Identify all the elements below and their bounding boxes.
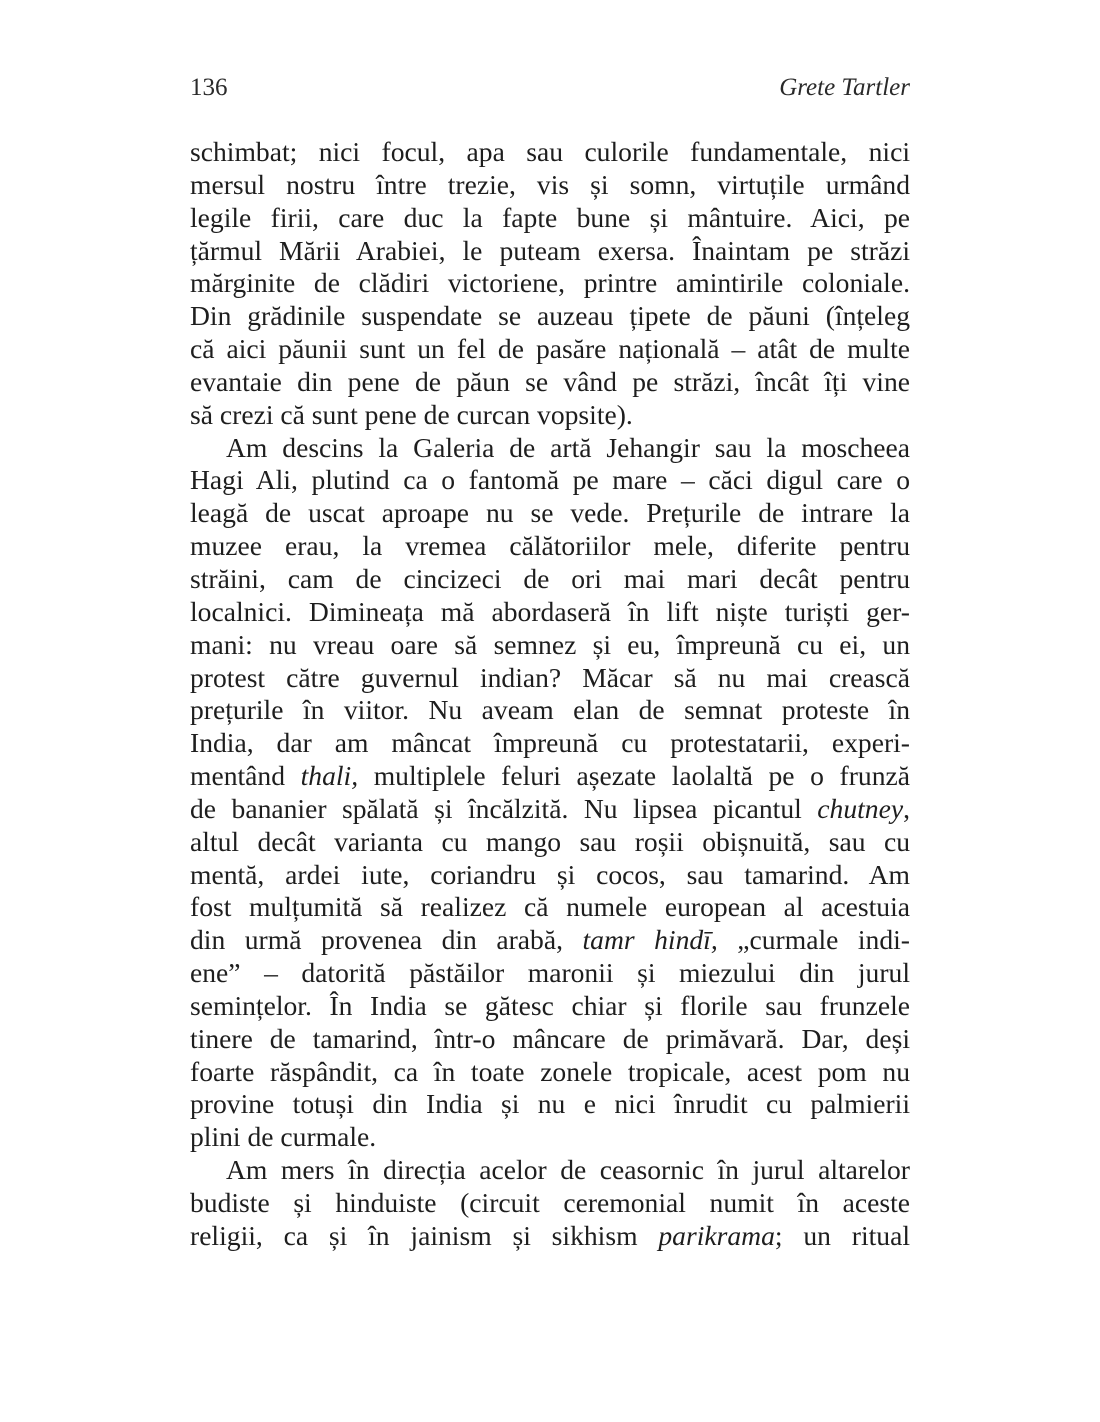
- text-line: foarte răspândit, ca în toate zonele tropicale, acest pom nu: [190, 1055, 910, 1087]
- text-line: Din grădinile suspendate se auzeau țipete de păuni (înțeleg: [190, 300, 910, 332]
- text-line: protest către guvernul indian? Măcar să nu mai crească: [190, 661, 910, 693]
- text-run: din urmă provenea din arabă,: [190, 924, 583, 956]
- text-run: religii, ca și în jainism și sikhism: [190, 1219, 659, 1251]
- text-line: schimbat; nici focul, apa sau culorile fundamentale, nici: [190, 136, 910, 167]
- text-line: mani: nu vreau oare să semnez și eu, împreună cu ei, un: [190, 628, 910, 660]
- text-line: semințelor. În India se gătesc chiar și florile sau frunzele: [190, 989, 910, 1021]
- text-line: leagă de uscat aproape nu se vede. Prețurile de intrare la: [190, 497, 910, 529]
- page-number: 136: [190, 74, 228, 101]
- italic-term-chutney: chutney: [817, 792, 904, 824]
- text-line: muzee erau, la vremea călătoriilor mele, diferite pentru: [190, 530, 910, 562]
- text-line: [190, 793, 910, 826]
- paragraph-start-line: Am descins la Galeria de artă Jehangir sau la moscheea: [226, 431, 910, 463]
- text-run: multiplele feluri așezate laolaltă pe o frunză: [358, 760, 910, 792]
- text-line: altul decât varianta cu mango sau roșii obișnuită, sau cu: [190, 825, 910, 857]
- text-line: mersul nostru între trezie, vis și somn, virtuțile urmând: [190, 168, 910, 200]
- text-line: mentă, ardei iute, coriandru și cocos, sau tamarind. Am: [190, 858, 910, 890]
- text-line: localnici. Dimineața mă abordaseră în lift niște turiști ger-: [190, 595, 910, 627]
- text-run: mentând: [190, 760, 301, 792]
- text-line: că aici păunii sunt un fel de pasăre națională – atât de multe: [190, 333, 910, 365]
- text-line: evantaie din pene de păun se vând pe străzi, încât îți vine: [190, 365, 910, 397]
- text-line: țărmul Mării Arabiei, le puteam exersa. Înaintam pe străzi: [190, 234, 910, 266]
- text-run: de bananier spălată și încălzită. Nu lipsea picantul: [190, 792, 818, 824]
- text-run: ,: [903, 792, 910, 824]
- text-line: străini, cam de cincizeci de ori mai mari decât pentru: [190, 562, 910, 594]
- text-run: „curmale indi-: [717, 924, 910, 956]
- body-text: [190, 136, 910, 1253]
- text-line: [190, 760, 910, 793]
- text-line: tinere de tamarind, într-o mâncare de primăvară. Dar, deși: [190, 1022, 910, 1054]
- paragraph-start-line: Am mers în direcția acelor de ceasornic în jurul altarelor: [226, 1154, 910, 1186]
- text-line: plini de curmale.: [190, 1121, 377, 1153]
- text-line: provine totuși din India și nu e nici înrudit cu palmierii: [190, 1088, 910, 1120]
- text-line: mărginite de clădiri victoriene, printre amintirile coloniale.: [190, 267, 910, 299]
- text-line: budiste și hinduiste (circuit ceremonial numit în aceste: [190, 1187, 910, 1218]
- italic-term-parikrama: parikrama: [658, 1219, 775, 1251]
- text-line: India, dar am mâncat împreună cu protestatarii, experi-: [190, 727, 910, 759]
- italic-term-thali: thali,: [300, 760, 359, 792]
- page-header: [190, 74, 910, 108]
- text-line: ene” – datorită păstăilor maronii și miezului din jurul: [190, 957, 910, 989]
- text-line: legile firii, care duc la fapte bune și mântuire. Aici, pe: [190, 201, 910, 233]
- italic-term-tamr-hindi: tamr hindī,: [582, 924, 718, 956]
- running-head-author: Grete Tartler: [779, 74, 910, 101]
- text-line: prețurile în viitor. Nu aveam elan de semnat proteste în: [190, 694, 910, 726]
- text-line: să crezi că sunt pene de curcan vopsite).: [190, 398, 633, 430]
- text-line: [190, 924, 910, 957]
- text-line: fost mulțumită să realizez că numele european al acestuia: [190, 891, 910, 923]
- text-line: [190, 1220, 910, 1253]
- text-run: ; un ritual: [774, 1219, 910, 1251]
- text-line: Hagi Ali, plutind ca o fantomă pe mare – căci digul care o: [190, 464, 910, 496]
